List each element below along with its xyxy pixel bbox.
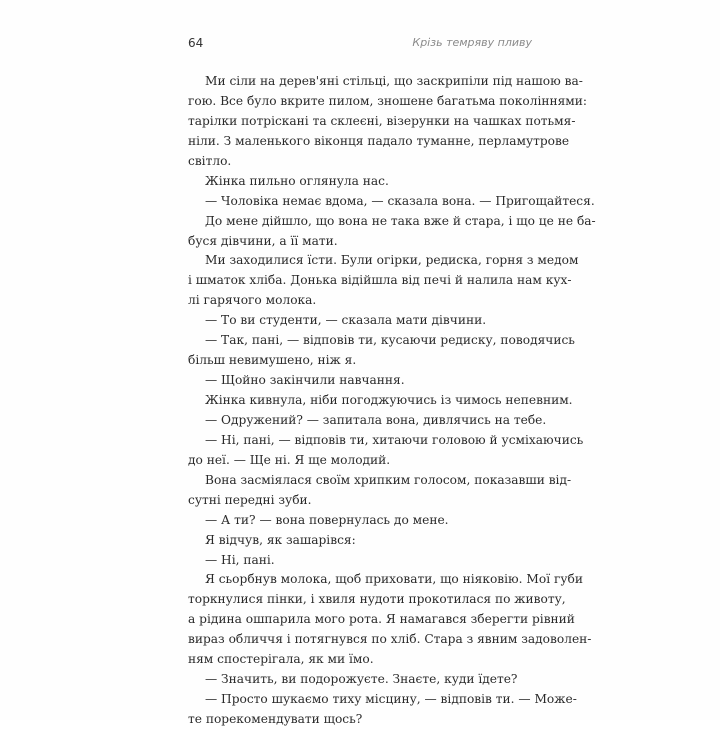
text-line: більш невимушено, ніж я. [188,353,357,368]
text-line: — Ні, пані. [205,552,275,567]
text-line: Ми заходилися їсти. Були огірки, редиска, горня з медом [205,253,579,268]
text-line: торкнулися пінки, і хвиля нудоти прокотилася по животу, [188,592,566,607]
body-text [188,72,596,730]
text-line: буся дівчини, а її мати. [188,233,338,248]
book-title: Крізь темряву пливу [412,36,532,49]
text-line: — То ви студенти, — сказала мати дівчини. [205,313,487,328]
text-line: вираз обличчя і потягнувся по хліб. Стара з явним задоволен- [188,632,592,647]
text-line: — Ні, пані, — відповів ти, хитаючи головою й усміхаючись [205,432,584,447]
text-line: гою. Все було вкрите пилом, зношене багатьма поколіннями: [188,93,588,108]
text-line: — Так, пані, — відповів ти, кусаючи редиску, поводячись [205,333,575,348]
text-line: тарілки потріскані та склеєні, візерунки на чашках потьмя- [188,113,576,128]
text-line: лі гарячого молока. [188,293,317,308]
page-number: 64 [188,36,204,50]
text-line: Жінка кивнула, ніби погоджуючись із чимось непевним. [205,393,573,407]
text-line: те порекомендувати щось? [188,712,363,726]
text-line: — А ти? — вона повернулась до мене. [205,512,449,527]
running-header [188,36,532,54]
text-line: світло. [188,153,232,168]
text-line: Вона засміялася своїм хрипким голосом, показавши від- [205,472,572,487]
text-line: сутні передні зуби. [188,492,312,507]
text-line: — Просто шукаємо тиху місцину, — відповів ти. — Може- [205,692,577,707]
text-line: ням спостерігала, як ми їмо. [188,652,374,667]
text-line: Я сьорбнув молока, щоб приховати, що ніяковію. Мої губи [205,572,584,587]
text-line: — Значить, ви подорожуєте. Знаєте, куди їдете? [205,672,518,687]
text-line: До мене дійшло, що вона не така вже й стара, і що це не ба- [205,213,596,228]
text-line: — Чоловіка немає вдома, — сказала вона. — Пригощайтеся. [205,193,595,208]
text-line: Ми сіли на дерев'яні стільці, що заскрипіли під нашою ва- [205,74,583,88]
text-line: а рідина ошпарила мого рота. Я намагався зберегти рівний [188,612,575,627]
text-line: Жінка пильно оглянула нас. [205,173,389,188]
text-line: ніли. З маленького віконця падало туманне, перламутрове [188,133,570,148]
text-line: — Одружений? — запитала вона, дивлячись на тебе. [205,412,547,427]
text-line: до неї. — Ще ні. Я ще молодий. [188,452,391,467]
text-line: — Щойно закінчили навчання. [205,373,405,388]
text-line: і шматок хліба. Донька відійшла від печі й налила нам кух- [188,273,572,288]
text-line: Я відчув, як зашарівся: [205,532,356,547]
